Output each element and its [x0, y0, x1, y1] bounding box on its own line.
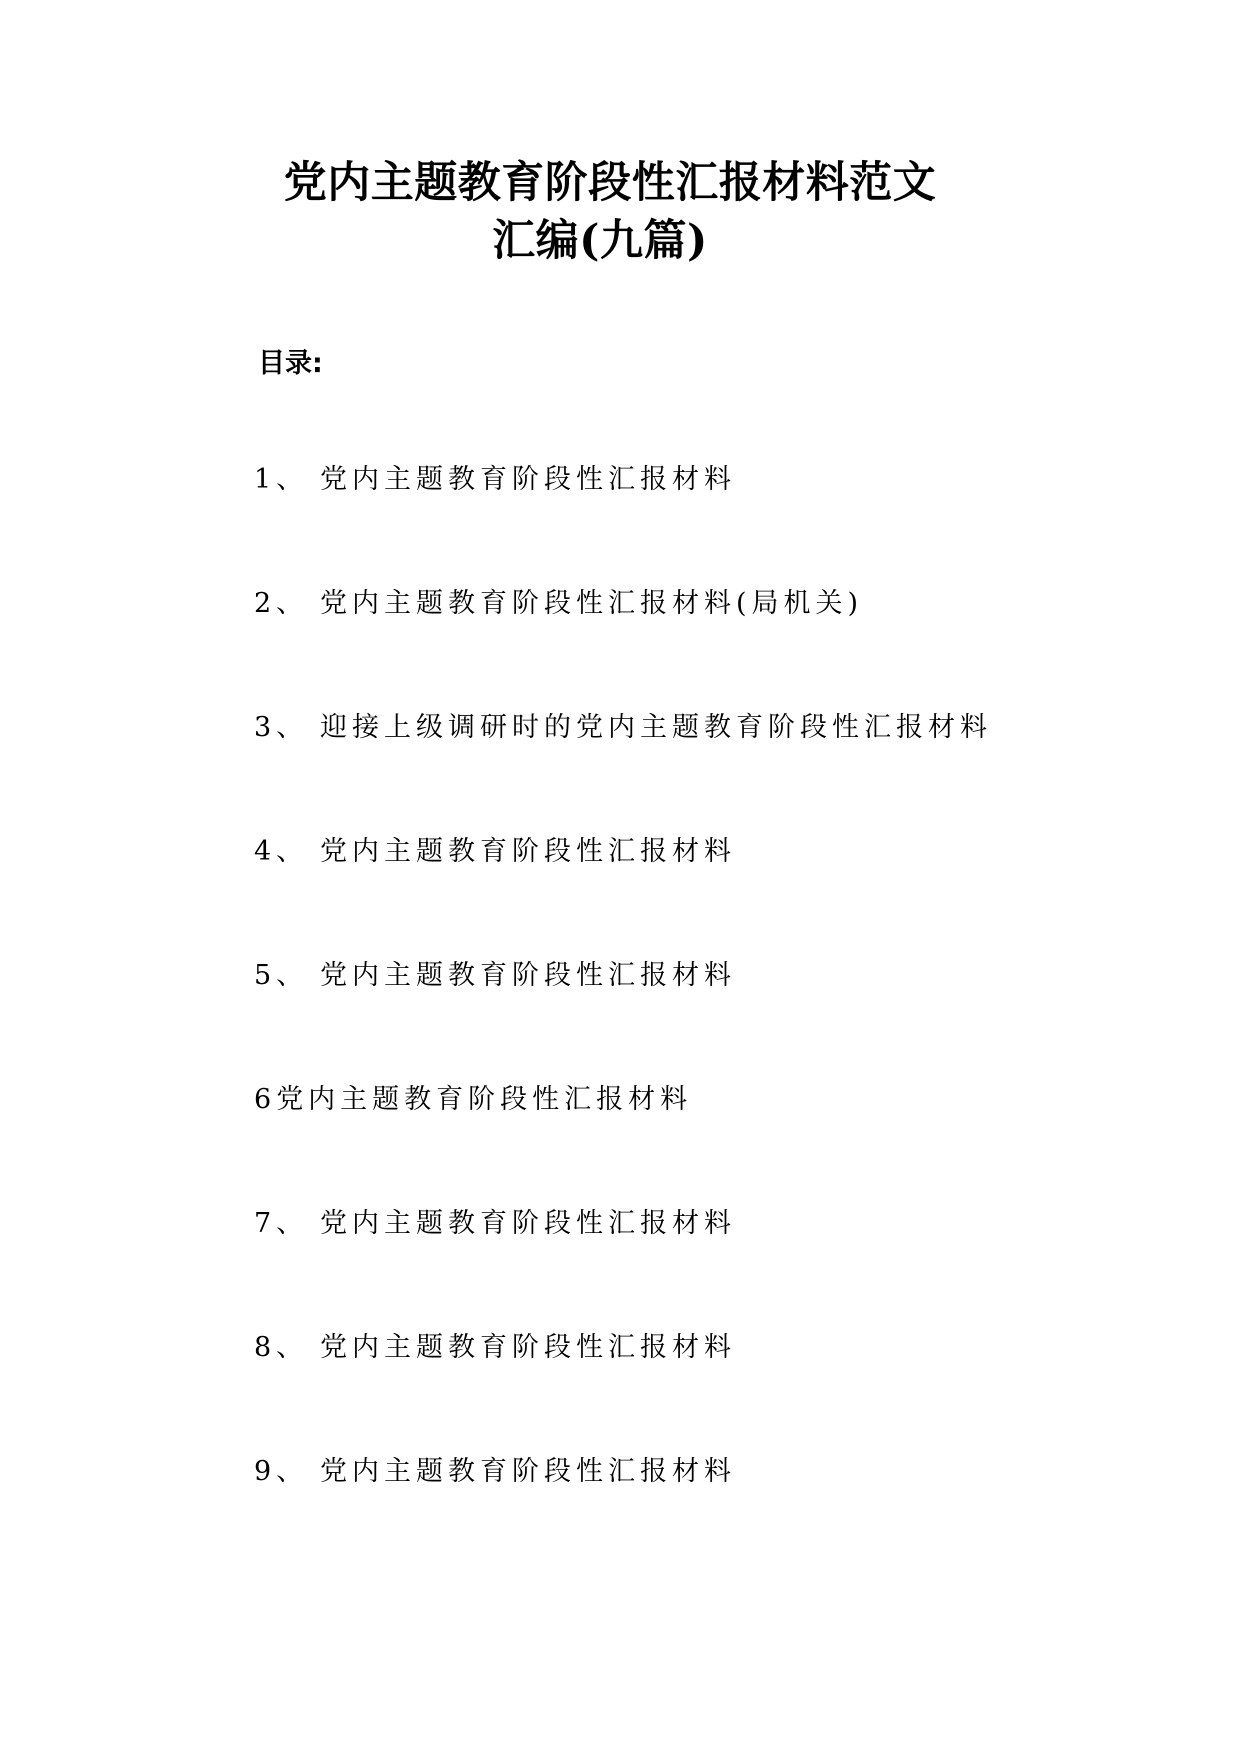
toc-item-title: 党内主题教育阶段性汇报材料	[276, 1084, 693, 1115]
table-of-contents-list	[254, 462, 1074, 1578]
toc-item-1	[254, 462, 1074, 586]
toc-item-7	[254, 1206, 1074, 1330]
toc-item-5	[254, 958, 1074, 1082]
toc-item-title: 党内主题教育阶段性汇报材料	[320, 1456, 736, 1487]
toc-item-4	[254, 834, 1074, 958]
toc-item-number: 5、	[254, 960, 309, 991]
toc-item-8	[254, 1330, 1074, 1454]
toc-item-number: 7、	[254, 1208, 309, 1239]
document-title-line-2: 汇编(九篇)	[492, 216, 708, 266]
toc-item-number: 9、	[254, 1456, 309, 1487]
toc-item-number: 8、	[254, 1332, 309, 1363]
toc-item-title: 迎接上级调研时的党内主题教育阶段性汇报材料	[320, 712, 992, 743]
toc-item-number: 4、	[254, 836, 309, 867]
toc-item-2	[254, 586, 1074, 710]
toc-item-title: 党内主题教育阶段性汇报材料(局机关)	[320, 588, 864, 619]
document-title-line-1: 党内主题教育阶段性汇报材料范文	[283, 158, 937, 208]
toc-item-title: 党内主题教育阶段性汇报材料	[320, 836, 736, 867]
toc-item-9	[254, 1454, 1074, 1578]
toc-item-3	[254, 710, 1074, 834]
toc-item-title: 党内主题教育阶段性汇报材料	[320, 464, 736, 495]
table-of-contents-heading: 目录:	[258, 348, 323, 379]
toc-item-number: 3、	[254, 712, 309, 743]
toc-item-number: 6	[254, 1084, 277, 1115]
toc-item-6	[254, 1082, 1074, 1206]
toc-item-number: 1、	[254, 464, 309, 495]
toc-item-title: 党内主题教育阶段性汇报材料	[320, 960, 736, 991]
toc-item-title: 党内主题教育阶段性汇报材料	[320, 1332, 736, 1363]
toc-item-number: 2、	[254, 588, 309, 619]
toc-item-title: 党内主题教育阶段性汇报材料	[320, 1208, 736, 1239]
